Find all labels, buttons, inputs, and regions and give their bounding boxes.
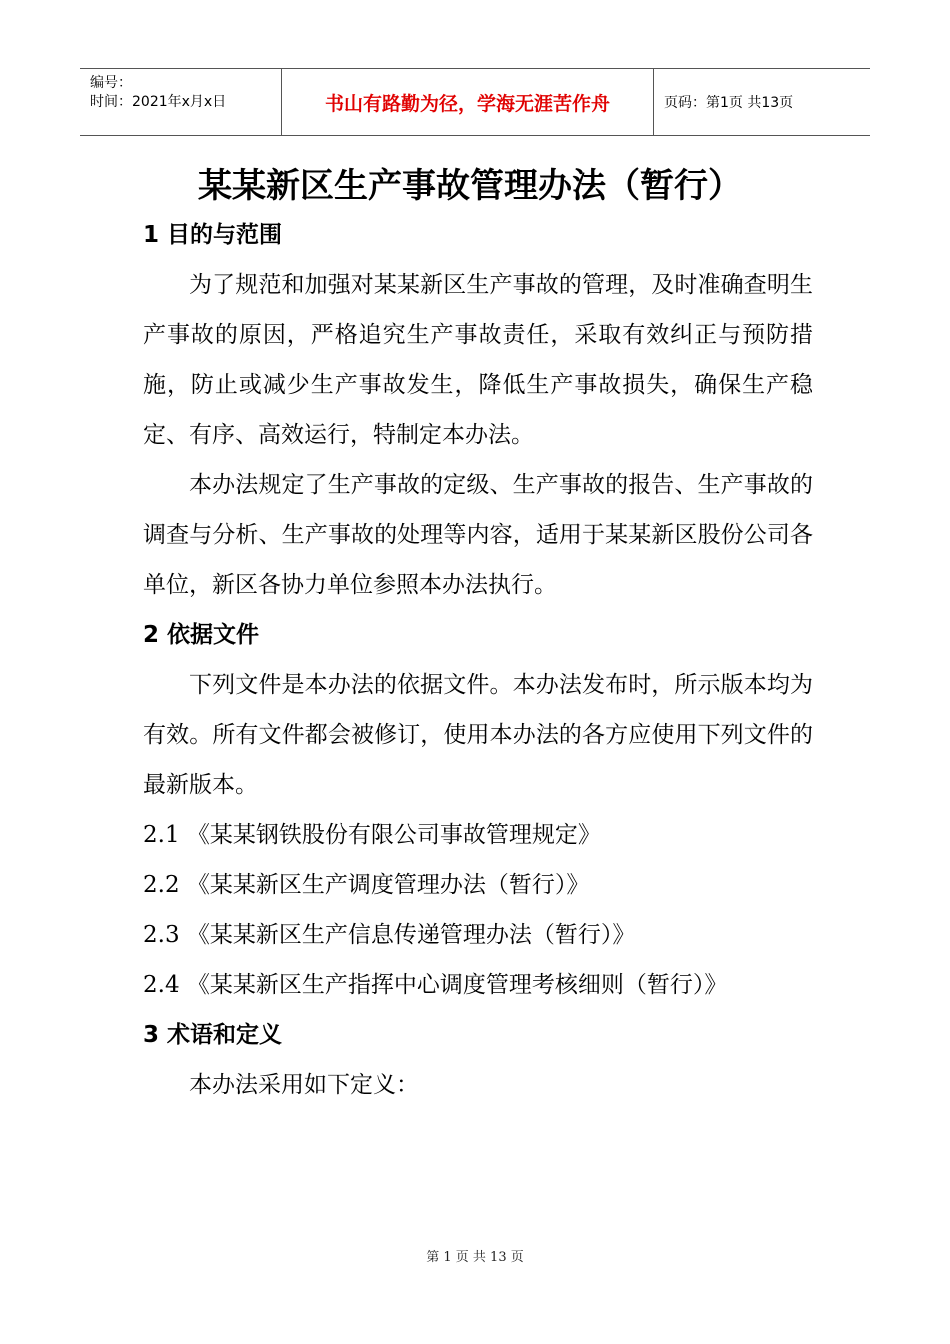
paragraph: 本办法规定了生产事故的定级、生产事故的报告、生产事故的调查与分析、生产事故的处理等内容，适用于某某新区股份公司各单位，新区各协力单位参照本办法执行。 [143, 472, 813, 598]
section-heading: 3 术语和定义 [143, 1022, 283, 1048]
paragraph: 本办法采用如下定义： [189, 1072, 419, 1098]
header-meta-cell [80, 69, 281, 135]
page-info: 页码：第1页 共13页 [664, 95, 794, 111]
document-body [143, 210, 813, 1110]
document-title: 某某新区生产事故管理办法（暂行） [198, 166, 742, 206]
section-heading: 2 依据文件 [143, 622, 260, 648]
paragraph: 为了规范和加强对某某新区生产事故的管理，及时准确查明生产事故的原因，严格追究生产事故责任，采取有效纠正与预防措施，防止或减少生产事故发生，降低生产事故损失，确保生产稳定、有序、高效运行，特制定本办法。 [143, 272, 813, 448]
motto-text: 书山有路勤为径，学海无涯苦作舟 [324, 92, 610, 115]
number-label: 编号： [90, 75, 132, 91]
reference-item: 2.1 《某某钢铁股份有限公司事故管理规定》 [143, 822, 601, 848]
paragraph: 下列文件是本办法的依据文件。本办法发布时，所示版本均为有效。所有文件都会被修订，使用本办法的各方应使用下列文件的最新版本。 [143, 672, 813, 798]
header-table [80, 68, 870, 136]
section-heading: 1 目的与范围 [143, 222, 283, 248]
header-motto-cell [281, 69, 654, 135]
reference-item: 2.4 《某某新区生产指挥中心调度管理考核细则（暂行）》 [143, 972, 728, 998]
time-label: 时间：2021年x月x日 [90, 94, 227, 110]
reference-item: 2.3 《某某新区生产信息传递管理办法（暂行）》 [143, 922, 636, 948]
header-page-cell [654, 69, 870, 135]
page-footer: 第 1 页 共 13 页 [426, 1250, 524, 1265]
reference-item: 2.2 《某某新区生产调度管理办法（暂行）》 [143, 872, 590, 898]
